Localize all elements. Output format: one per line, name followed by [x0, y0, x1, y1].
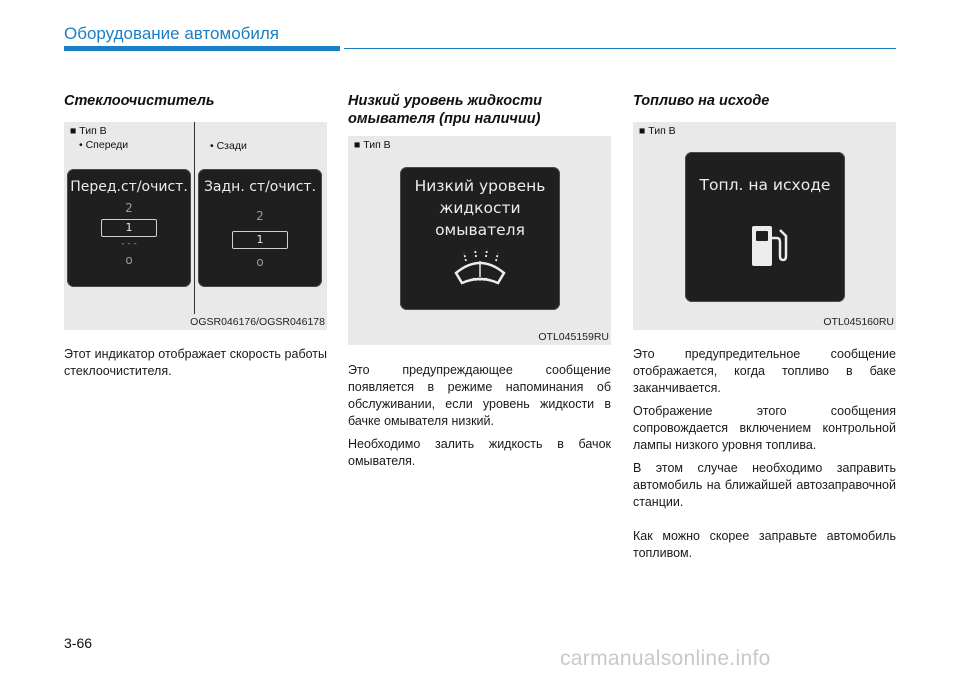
fuel-paragraph-4: Как можно скорее заправьте автомобиль топливом. [633, 529, 896, 560]
wiper-figure [64, 122, 327, 330]
wiper-rear-label: • Сзади [210, 140, 247, 152]
header-rule-thin [344, 48, 896, 49]
washer-fluid-icon [452, 247, 508, 289]
fuel-display [685, 152, 845, 302]
wiper-front-title: Перед.ст/очист. [70, 179, 188, 195]
wiper-section [64, 92, 327, 110]
wiper-rear-title: Задн. ст/очист. [203, 179, 317, 195]
fuel-type-label: ■ Тип B [639, 125, 676, 137]
washer-display-line2: жидкости [439, 199, 521, 217]
wiper-rear-display [198, 169, 322, 287]
washer-display [400, 167, 560, 310]
header-rule-thick [64, 46, 340, 51]
washer-heading-line2: омывателя (при наличии) [348, 111, 541, 127]
fuel-paragraph-3: В этом случае необходимо заправить автомобиль на ближайшей автозаправочной станции. [633, 461, 896, 509]
fuel-paragraph-2: Отображение этого сообщения сопровождается включением контрольной лампы низкого уровня топлива. [633, 404, 896, 452]
wiper-front-level-current: 1 [125, 221, 133, 234]
washer-heading-line1: Низкий уровень жидкости [348, 93, 542, 109]
washer-paragraph-2: Необходимо залить жидкость в бачок омывателя. [348, 437, 611, 468]
watermark: carmanualsonline.info [560, 647, 771, 670]
fuel-figure [633, 122, 896, 330]
wiper-rear-level-2: 2 [256, 209, 264, 223]
fuel-paragraph-1: Это предупредительное сообщение отображается, когда топливо в баке заканчивается. [633, 347, 896, 395]
washer-figure [348, 136, 611, 345]
wiper-type-label: ■ Тип B [70, 125, 107, 137]
washer-type-label: ■ Тип B [354, 139, 391, 151]
washer-display-line1: Низкий уровень [414, 177, 546, 195]
wiper-front-level-off: o [125, 253, 133, 267]
fuel-figure-caption: OTL045160RU [823, 316, 894, 328]
wiper-rear-level-current: 1 [256, 233, 264, 246]
fuel-section [633, 92, 896, 110]
wiper-front-display [67, 169, 191, 287]
page-number: 3-66 [64, 635, 93, 651]
wiper-body-text [64, 346, 327, 386]
wiper-front-level-2: 2 [125, 201, 133, 215]
wiper-divider [194, 122, 195, 314]
washer-heading [348, 92, 611, 128]
fuel-body-text [633, 346, 896, 568]
washer-section [348, 92, 611, 128]
wiper-rear-level-off: o [256, 255, 264, 269]
fuel-pump-icon [749, 222, 789, 270]
washer-figure-caption: OTL045159RU [538, 331, 609, 343]
wiper-paragraph: Этот индикатор отображает скорость работы стеклоочистителя. [64, 347, 327, 378]
fuel-display-line1: Топл. на исходе [699, 176, 831, 194]
wiper-front-level-intermittent: - - - [121, 239, 137, 249]
washer-display-line3: омывателя [435, 221, 525, 239]
wiper-heading: Стеклоочиститель [64, 93, 215, 109]
page-header-title: Оборудование автомобиля [64, 24, 280, 43]
wiper-front-level-box [101, 219, 157, 237]
wiper-figure-caption: OGSR046176/OGSR046178 [190, 316, 325, 328]
wiper-rear-level-box [232, 231, 288, 249]
washer-paragraph-1: Это предупреждающее сообщение появляется в режиме напоминания об обслуживании, если уровень жидкости в бачке омывателя низкий. [348, 363, 611, 428]
fuel-heading: Топливо на исходе [633, 93, 770, 109]
washer-body-text [348, 362, 611, 476]
wiper-front-label: • Спереди [79, 139, 129, 151]
